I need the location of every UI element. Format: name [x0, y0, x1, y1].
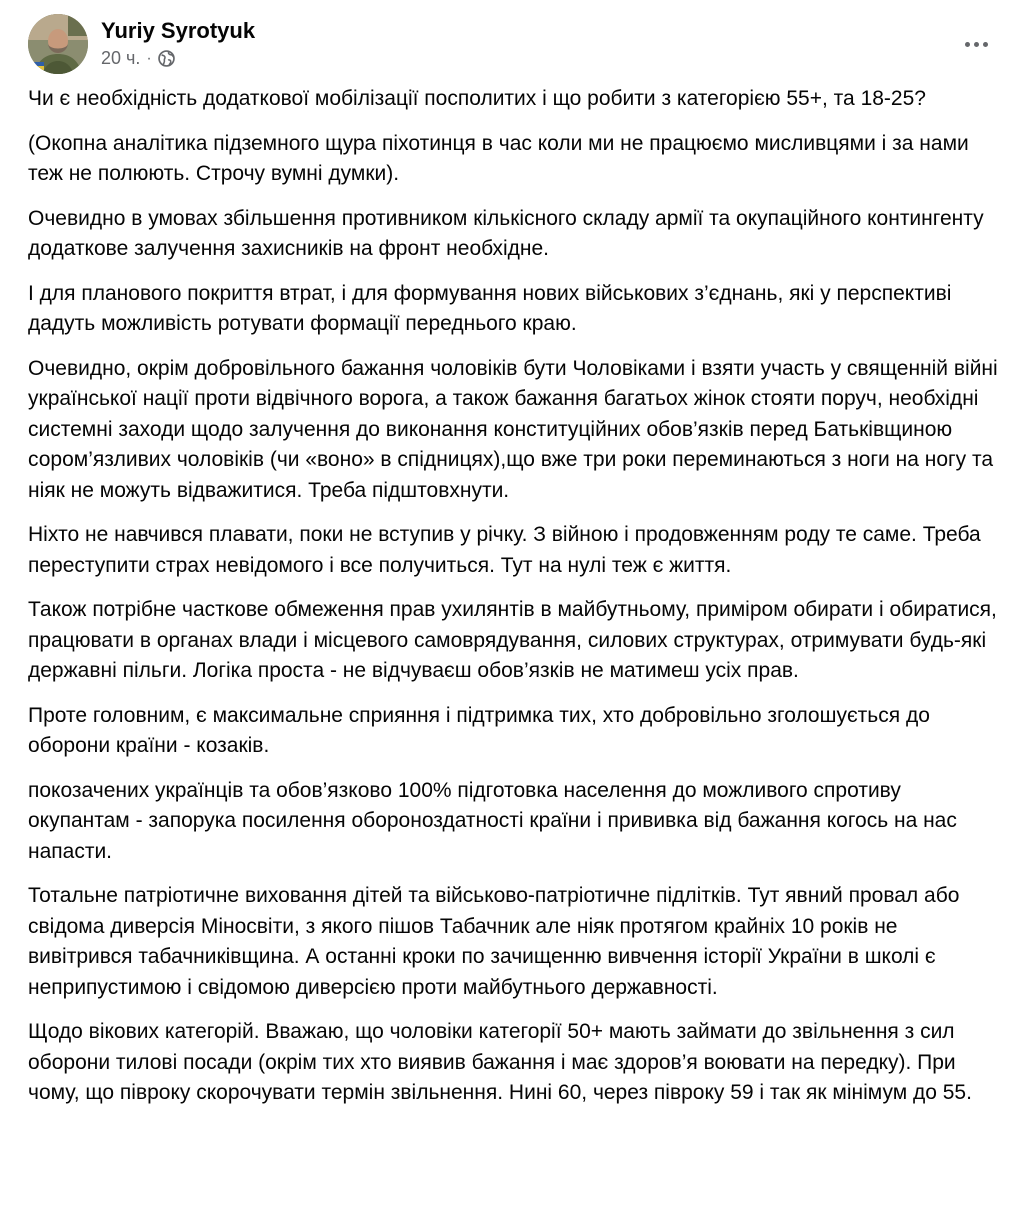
post-paragraph: Чи є необхідність додаткової мобілізації посполитих і що робити з категорією 55+, та 18-25?	[28, 87, 926, 110]
author-avatar[interactable]	[28, 14, 88, 74]
post-paragraph: Проте головним, є максимальне сприяння і підтримка тих, хто добровільно зголошується до оборони країни - козаків.	[28, 703, 930, 757]
more-options-icon	[974, 42, 979, 47]
post-paragraph: Очевидно в умовах збільшення противником кількісного складу армії та окупаційного контингенту додаткове залучення захисників на фронт необхідне.	[28, 206, 984, 260]
meta-separator: ·	[146, 49, 152, 67]
post-meta	[101, 48, 175, 69]
more-options-icon	[965, 42, 970, 47]
post-body	[28, 84, 1000, 1123]
post-paragraph: Очевидно, окрім добровільного бажання чоловіків бути Чоловіками і взяти участь у священній війні української нації проти відвічного ворога, а також бажання багатьох жінок стояти поруч, необхідні системні заходи щодо залучення до виконання конституційних обов’язків перед Батьківщиною сором’язливих чоловіків (чи «воно» в спідницях),що вже три роки переминаються з ноги на ногу та ніяк не можуть відважитися. Треба підштовхнути.	[28, 356, 998, 502]
post-paragraph: Щодо вікових категорій. Вважаю, що чоловіки категорії 50+ мають займати до звільнення з сил оборони тилові посади (окрім тих хто виявив бажання і має здоров’я воювати на передку). При чому, що півроку скорочувати термін звільнення. Нині 60, через півроку 59 і так як мінімум до 55.	[28, 1020, 972, 1104]
globe-icon[interactable]	[158, 50, 175, 67]
post-header	[28, 14, 996, 76]
more-options-button[interactable]	[956, 24, 996, 64]
post-paragraph: покозачених українців та обов’язково 100% підготовка населення до можливого спротиву окупантам - запорука посилення обороноздатності країни і прививка від бажання когось на нас напасти.	[28, 778, 957, 863]
post-paragraph: Також потрібне часткове обмеження прав ухилянтів в майбутньому, приміром обирати і обиратися, працювати в органах влади і місцевого самоврядування, силових структурах, отримувати будь-які державні пільги. Логіка проста - не відчуваєш обов’язків не матимеш усіх прав.	[28, 598, 997, 682]
post-paragraph: І для планового покриття втрат, і для формування нових військових з’єднань, які у перспективі дадуть можливість ротувати формації переднього краю.	[28, 281, 952, 335]
post-paragraph: Ніхто не навчився плавати, поки не вступив у річку. З війною і продовженням роду те саме. Треба переступити страх невідомого і все получиться. Тут на нулі теж є життя.	[28, 523, 981, 577]
avatar-photo-icon	[28, 14, 88, 74]
post-paragraph: Тотальне патріотичне виховання дітей та військово-патріотичне підлітків. Тут явний провал або свідома диверсія Міносвіти, з якого пішов Табачник але ніяк протягом крайніх 10 років не вивітрився табачниківщина. А останні кроки по зачищенню вивчення історії України в школі є неприпустимою і свідомою диверсією проти майбутнього державності.	[28, 884, 960, 999]
post-paragraph: (Окопна аналітика підземного щура піхотинця в час коли ми не працюємо мисливцями і за нами теж не полюють. Строчу вумні думки).	[28, 131, 969, 185]
author-name[interactable]: Yuriy Syrotyuk	[101, 18, 256, 43]
post-time[interactable]: 20 ч.	[101, 48, 141, 68]
more-options-icon	[983, 42, 988, 47]
